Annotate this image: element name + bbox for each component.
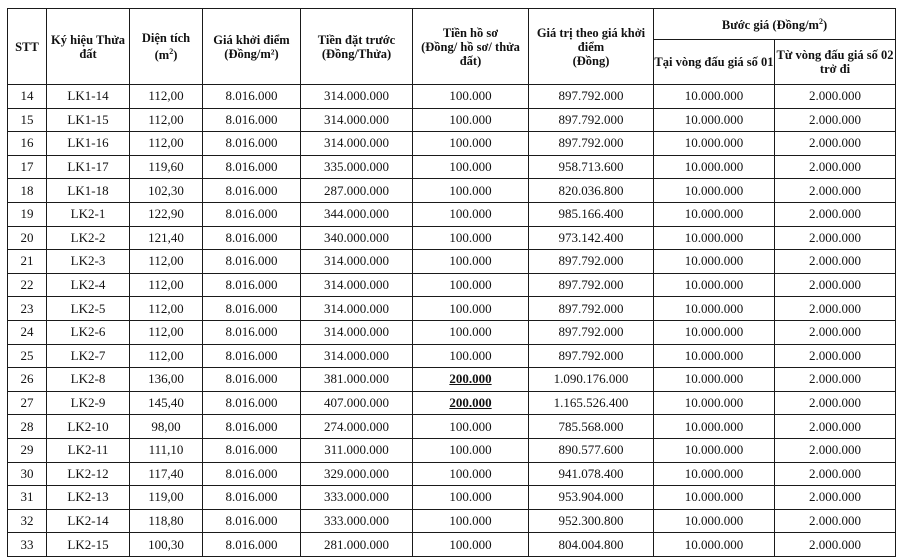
- cell-dien-tich: 117,40: [130, 462, 203, 486]
- cell-stt: 27: [8, 391, 47, 415]
- cell-stt: 30: [8, 462, 47, 486]
- cell-dien-tich: 112,00: [130, 132, 203, 156]
- cell-buoc-gia-vong-01: 10.000.000: [654, 155, 775, 179]
- cell-buoc-gia-vong-02: 2.000.000: [775, 226, 896, 250]
- cell-gia-tri: 953.904.000: [529, 486, 654, 510]
- cell-buoc-gia-vong-01: 10.000.000: [654, 132, 775, 156]
- cell-buoc-gia-vong-01: 10.000.000: [654, 486, 775, 510]
- header-dien-tich: Diện tích $(m^2)$: [130, 9, 203, 85]
- header-gia-tri: Giá trị theo giá khởi điểm (Đồng): [529, 9, 654, 85]
- cell-gia-khoi-diem: 8.016.000: [203, 368, 301, 392]
- cell-buoc-gia-vong-02: 2.000.000: [775, 250, 896, 274]
- cell-dien-tich: 112,00: [130, 250, 203, 274]
- cell-stt: 18: [8, 179, 47, 203]
- table-row: [8, 415, 896, 439]
- cell-tien-dat-truoc: 381.000.000: [301, 368, 413, 392]
- cell-gia-khoi-diem: 8.016.000: [203, 320, 301, 344]
- cell-ky-hieu: LK2-6: [47, 320, 130, 344]
- cell-gia-tri: 985.166.400: [529, 202, 654, 226]
- cell-gia-khoi-diem: 8.016.000: [203, 132, 301, 156]
- cell-ky-hieu: LK1-18: [47, 179, 130, 203]
- cell-gia-tri: 897.792.000: [529, 273, 654, 297]
- cell-gia-khoi-diem: 8.016.000: [203, 85, 301, 109]
- cell-tien-ho-so: 200.000: [413, 391, 529, 415]
- cell-tien-dat-truoc: 311.000.000: [301, 438, 413, 462]
- table-row: [8, 320, 896, 344]
- cell-tien-dat-truoc: 314.000.000: [301, 132, 413, 156]
- cell-stt: 21: [8, 250, 47, 274]
- cell-ky-hieu: LK2-1: [47, 202, 130, 226]
- table-body: [8, 85, 896, 557]
- cell-buoc-gia-vong-01: 10.000.000: [654, 438, 775, 462]
- cell-stt: 29: [8, 438, 47, 462]
- header-vong-01: Tại vòng đấu giá số 01: [654, 40, 775, 85]
- table-row: [8, 85, 896, 109]
- cell-tien-dat-truoc: 314.000.000: [301, 250, 413, 274]
- header-ky-hieu: Ký hiệu Thửa đất: [47, 9, 130, 85]
- cell-tien-ho-so: 100.000: [413, 486, 529, 510]
- cell-gia-tri: 952.300.800: [529, 509, 654, 533]
- cell-buoc-gia-vong-01: 10.000.000: [654, 533, 775, 557]
- cell-gia-khoi-diem: 8.016.000: [203, 297, 301, 321]
- cell-buoc-gia-vong-01: 10.000.000: [654, 250, 775, 274]
- cell-gia-tri: 820.036.800: [529, 179, 654, 203]
- cell-buoc-gia-vong-02: 2.000.000: [775, 155, 896, 179]
- cell-buoc-gia-vong-01: 10.000.000: [654, 108, 775, 132]
- table-row: [8, 108, 896, 132]
- cell-ky-hieu: LK2-14: [47, 509, 130, 533]
- cell-tien-dat-truoc: 333.000.000: [301, 509, 413, 533]
- header-stt: STT: [8, 9, 47, 85]
- cell-tien-dat-truoc: 333.000.000: [301, 486, 413, 510]
- cell-buoc-gia-vong-01: 10.000.000: [654, 202, 775, 226]
- cell-buoc-gia-vong-02: 2.000.000: [775, 415, 896, 439]
- cell-gia-khoi-diem: 8.016.000: [203, 438, 301, 462]
- cell-buoc-gia-vong-01: 10.000.000: [654, 226, 775, 250]
- cell-tien-ho-so: 100.000: [413, 533, 529, 557]
- cell-gia-tri: 890.577.600: [529, 438, 654, 462]
- cell-dien-tich: 112,00: [130, 108, 203, 132]
- cell-dien-tich: 112,00: [130, 320, 203, 344]
- cell-tien-dat-truoc: 314.000.000: [301, 108, 413, 132]
- cell-ky-hieu: LK2-10: [47, 415, 130, 439]
- cell-tien-dat-truoc: 407.000.000: [301, 391, 413, 415]
- cell-buoc-gia-vong-02: 2.000.000: [775, 132, 896, 156]
- cell-ky-hieu: LK2-5: [47, 297, 130, 321]
- table-row: [8, 391, 896, 415]
- cell-tien-dat-truoc: 335.000.000: [301, 155, 413, 179]
- cell-tien-ho-so: 100.000: [413, 438, 529, 462]
- table-row: [8, 297, 896, 321]
- cell-ky-hieu: LK2-9: [47, 391, 130, 415]
- cell-ky-hieu: LK2-7: [47, 344, 130, 368]
- cell-dien-tich: 111,10: [130, 438, 203, 462]
- cell-buoc-gia-vong-01: 10.000.000: [654, 297, 775, 321]
- cell-stt: 20: [8, 226, 47, 250]
- cell-stt: 31: [8, 486, 47, 510]
- cell-gia-tri: 897.792.000: [529, 85, 654, 109]
- cell-gia-tri: 958.713.600: [529, 155, 654, 179]
- cell-stt: 23: [8, 297, 47, 321]
- cell-dien-tich: 145,40: [130, 391, 203, 415]
- cell-buoc-gia-vong-02: 2.000.000: [775, 202, 896, 226]
- cell-tien-dat-truoc: 314.000.000: [301, 297, 413, 321]
- cell-gia-tri: 897.792.000: [529, 132, 654, 156]
- cell-ky-hieu: LK1-15: [47, 108, 130, 132]
- cell-buoc-gia-vong-02: 2.000.000: [775, 85, 896, 109]
- cell-buoc-gia-vong-01: 10.000.000: [654, 344, 775, 368]
- header-tien-dat-truoc: Tiền đặt trước (Đồng/Thửa): [301, 9, 413, 85]
- cell-stt: 16: [8, 132, 47, 156]
- cell-tien-dat-truoc: 344.000.000: [301, 202, 413, 226]
- cell-tien-ho-so: 100.000: [413, 132, 529, 156]
- cell-stt: 15: [8, 108, 47, 132]
- cell-ky-hieu: LK2-15: [47, 533, 130, 557]
- cell-tien-dat-truoc: 287.000.000: [301, 179, 413, 203]
- cell-gia-tri: 897.792.000: [529, 297, 654, 321]
- cell-gia-khoi-diem: 8.016.000: [203, 273, 301, 297]
- cell-gia-tri: 1.165.526.400: [529, 391, 654, 415]
- cell-tien-dat-truoc: 329.000.000: [301, 462, 413, 486]
- cell-gia-khoi-diem: 8.016.000: [203, 486, 301, 510]
- cell-dien-tich: 100,30: [130, 533, 203, 557]
- cell-buoc-gia-vong-02: 2.000.000: [775, 509, 896, 533]
- cell-buoc-gia-vong-01: 10.000.000: [654, 391, 775, 415]
- table-row: [8, 202, 896, 226]
- cell-gia-khoi-diem: 8.016.000: [203, 108, 301, 132]
- cell-gia-khoi-diem: 8.016.000: [203, 533, 301, 557]
- cell-gia-khoi-diem: 8.016.000: [203, 155, 301, 179]
- cell-ky-hieu: LK1-17: [47, 155, 130, 179]
- cell-buoc-gia-vong-02: 2.000.000: [775, 391, 896, 415]
- header-buoc-gia: Bước giá $(Đồng/m^2)$: [654, 9, 896, 40]
- cell-buoc-gia-vong-01: 10.000.000: [654, 85, 775, 109]
- cell-stt: 19: [8, 202, 47, 226]
- cell-tien-dat-truoc: 314.000.000: [301, 344, 413, 368]
- cell-dien-tich: 112,00: [130, 85, 203, 109]
- cell-tien-ho-so: 100.000: [413, 250, 529, 274]
- cell-ky-hieu: LK2-3: [47, 250, 130, 274]
- cell-stt: 33: [8, 533, 47, 557]
- cell-stt: 32: [8, 509, 47, 533]
- cell-tien-dat-truoc: 314.000.000: [301, 320, 413, 344]
- header-tien-ho-so: Tiền hồ sơ (Đồng/ hồ sơ/ thửa đất): [413, 9, 529, 85]
- table-row: [8, 250, 896, 274]
- cell-ky-hieu: LK1-14: [47, 85, 130, 109]
- cell-tien-dat-truoc: 274.000.000: [301, 415, 413, 439]
- cell-ky-hieu: LK2-12: [47, 462, 130, 486]
- auction-lot-table: [7, 8, 896, 557]
- cell-buoc-gia-vong-02: 2.000.000: [775, 320, 896, 344]
- table-row: [8, 533, 896, 557]
- cell-gia-tri: 785.568.000: [529, 415, 654, 439]
- cell-gia-khoi-diem: 8.016.000: [203, 462, 301, 486]
- cell-ky-hieu: LK1-16: [47, 132, 130, 156]
- cell-buoc-gia-vong-02: 2.000.000: [775, 533, 896, 557]
- cell-gia-khoi-diem: 8.016.000: [203, 250, 301, 274]
- cell-buoc-gia-vong-02: 2.000.000: [775, 368, 896, 392]
- table-row: [8, 179, 896, 203]
- cell-gia-tri: 897.792.000: [529, 108, 654, 132]
- cell-gia-tri: 897.792.000: [529, 344, 654, 368]
- table-row: [8, 486, 896, 510]
- table-row: [8, 344, 896, 368]
- table-row: [8, 438, 896, 462]
- cell-tien-ho-so: 100.000: [413, 344, 529, 368]
- header-row-1: [8, 9, 896, 40]
- cell-buoc-gia-vong-01: 10.000.000: [654, 320, 775, 344]
- cell-tien-dat-truoc: 340.000.000: [301, 226, 413, 250]
- cell-stt: 25: [8, 344, 47, 368]
- cell-buoc-gia-vong-01: 10.000.000: [654, 509, 775, 533]
- cell-gia-tri: 804.004.800: [529, 533, 654, 557]
- cell-dien-tich: 136,00: [130, 368, 203, 392]
- table-row: [8, 462, 896, 486]
- cell-tien-dat-truoc: 281.000.000: [301, 533, 413, 557]
- cell-ky-hieu: LK2-13: [47, 486, 130, 510]
- cell-gia-khoi-diem: 8.016.000: [203, 509, 301, 533]
- cell-dien-tich: 119,60: [130, 155, 203, 179]
- cell-buoc-gia-vong-02: 2.000.000: [775, 179, 896, 203]
- cell-tien-ho-so: 100.000: [413, 415, 529, 439]
- cell-tien-ho-so: 100.000: [413, 226, 529, 250]
- cell-dien-tich: 112,00: [130, 344, 203, 368]
- cell-tien-ho-so: 200.000: [413, 368, 529, 392]
- cell-dien-tich: 119,00: [130, 486, 203, 510]
- cell-tien-ho-so: 100.000: [413, 273, 529, 297]
- cell-gia-khoi-diem: 8.016.000: [203, 179, 301, 203]
- cell-gia-tri: 897.792.000: [529, 250, 654, 274]
- cell-tien-ho-so: 100.000: [413, 462, 529, 486]
- cell-buoc-gia-vong-01: 10.000.000: [654, 462, 775, 486]
- cell-buoc-gia-vong-02: 2.000.000: [775, 462, 896, 486]
- cell-buoc-gia-vong-01: 10.000.000: [654, 179, 775, 203]
- cell-buoc-gia-vong-02: 2.000.000: [775, 438, 896, 462]
- header-gia-khoi-diem: Giá khởi điểm (Đồng/m²): [203, 9, 301, 85]
- cell-dien-tich: 102,30: [130, 179, 203, 203]
- cell-stt: 24: [8, 320, 47, 344]
- cell-buoc-gia-vong-02: 2.000.000: [775, 344, 896, 368]
- cell-gia-khoi-diem: 8.016.000: [203, 226, 301, 250]
- cell-gia-tri: 1.090.176.000: [529, 368, 654, 392]
- cell-stt: 17: [8, 155, 47, 179]
- cell-ky-hieu: LK2-2: [47, 226, 130, 250]
- cell-gia-khoi-diem: 8.016.000: [203, 344, 301, 368]
- cell-tien-ho-so: 100.000: [413, 179, 529, 203]
- cell-ky-hieu: LK2-4: [47, 273, 130, 297]
- cell-tien-ho-so: 100.000: [413, 202, 529, 226]
- cell-gia-khoi-diem: 8.016.000: [203, 415, 301, 439]
- cell-stt: 28: [8, 415, 47, 439]
- table-row: [8, 368, 896, 392]
- cell-tien-ho-so: 100.000: [413, 85, 529, 109]
- cell-dien-tich: 98,00: [130, 415, 203, 439]
- cell-dien-tich: 112,00: [130, 273, 203, 297]
- cell-gia-tri: 941.078.400: [529, 462, 654, 486]
- cell-buoc-gia-vong-02: 2.000.000: [775, 486, 896, 510]
- cell-stt: 22: [8, 273, 47, 297]
- cell-stt: 26: [8, 368, 47, 392]
- cell-tien-ho-so: 100.000: [413, 509, 529, 533]
- table-row: [8, 509, 896, 533]
- cell-gia-khoi-diem: 8.016.000: [203, 391, 301, 415]
- cell-buoc-gia-vong-02: 2.000.000: [775, 108, 896, 132]
- header-vong-02: Từ vòng đấu giá số 02 trở đi: [775, 40, 896, 85]
- cell-buoc-gia-vong-01: 10.000.000: [654, 368, 775, 392]
- cell-tien-dat-truoc: 314.000.000: [301, 273, 413, 297]
- cell-buoc-gia-vong-01: 10.000.000: [654, 273, 775, 297]
- cell-dien-tich: 122,90: [130, 202, 203, 226]
- table-row: [8, 132, 896, 156]
- cell-tien-ho-so: 100.000: [413, 108, 529, 132]
- table-row: [8, 226, 896, 250]
- cell-tien-ho-so: 100.000: [413, 320, 529, 344]
- table-row: [8, 155, 896, 179]
- table-row: [8, 273, 896, 297]
- cell-tien-ho-so: 100.000: [413, 155, 529, 179]
- cell-buoc-gia-vong-02: 2.000.000: [775, 273, 896, 297]
- cell-dien-tich: 112,00: [130, 297, 203, 321]
- cell-gia-tri: 897.792.000: [529, 320, 654, 344]
- cell-dien-tich: 121,40: [130, 226, 203, 250]
- cell-buoc-gia-vong-01: 10.000.000: [654, 415, 775, 439]
- cell-ky-hieu: LK2-8: [47, 368, 130, 392]
- cell-dien-tich: 118,80: [130, 509, 203, 533]
- cell-buoc-gia-vong-02: 2.000.000: [775, 297, 896, 321]
- cell-gia-tri: 973.142.400: [529, 226, 654, 250]
- cell-ky-hieu: LK2-11: [47, 438, 130, 462]
- cell-gia-khoi-diem: 8.016.000: [203, 202, 301, 226]
- cell-stt: 14: [8, 85, 47, 109]
- cell-tien-dat-truoc: 314.000.000: [301, 85, 413, 109]
- cell-tien-ho-so: 100.000: [413, 297, 529, 321]
